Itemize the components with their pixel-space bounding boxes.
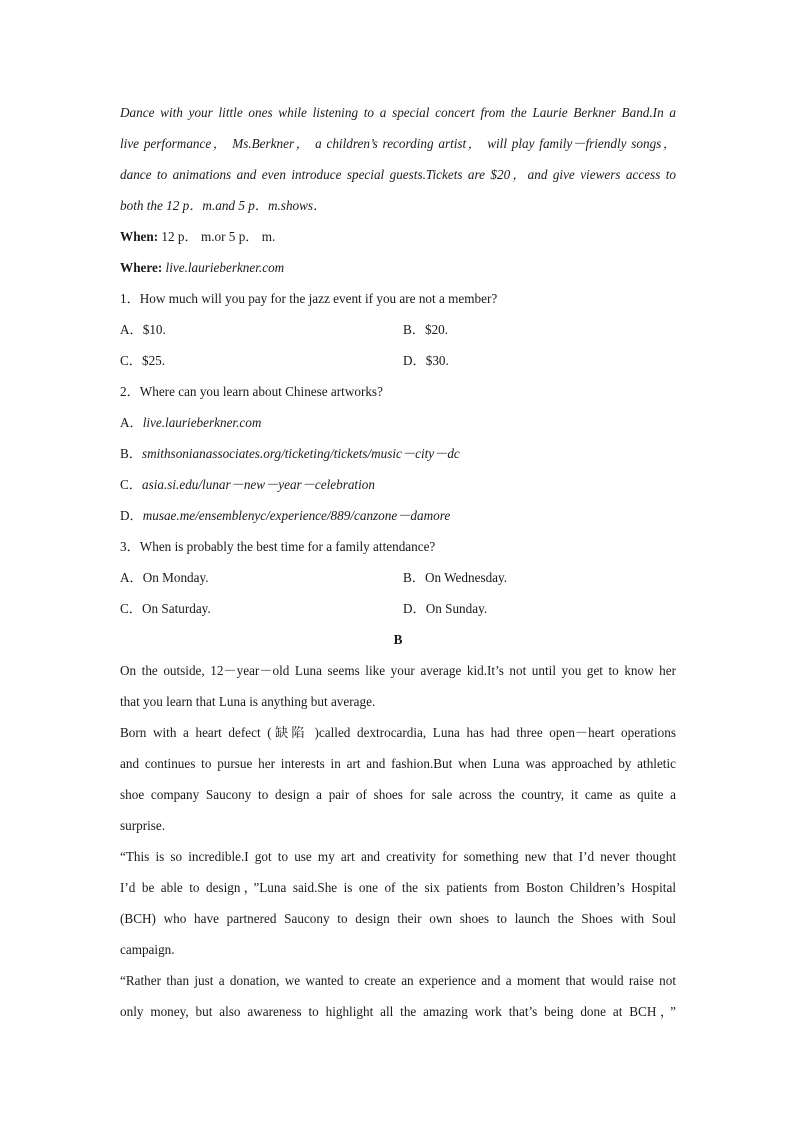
- document-page: [120, 97, 676, 1027]
- where-line: [120, 252, 676, 283]
- b-p1-line-2: that you learn that Luna is anything but average.: [120, 694, 376, 709]
- passage-a-line-4: both the 12 p．m.and 5 p．m.shows．: [120, 198, 327, 213]
- question-1-stem: 1．How much will you pay for the jazz event if you are not a member?: [120, 291, 498, 306]
- where-label: Where:: [120, 260, 163, 275]
- b-p2-line-1: Born with a heart defect (缺陷 )called dextrocardia, Luna has had three open－heart operations: [120, 725, 676, 740]
- option-3c: C．On Saturday.: [120, 601, 211, 616]
- where-value: live.laurieberkner.com: [162, 260, 285, 275]
- when-value: 12 p． m.or 5 p． m.: [158, 229, 276, 244]
- passage-a-line-2: live performance， Ms.Berkner， a children’s recording artist， will play family－friendly songs，: [120, 136, 676, 151]
- passage-a-line-1: Dance with your little ones while listening to a special concert from the Laurie Berkner Band.In a: [120, 105, 676, 120]
- b-p2-line-2: and continues to pursue her interests in art and fashion.But when Luna was approached by athletic: [120, 756, 676, 771]
- b-p3-line-2: I’d be able to design，”Luna said.She is one of the six patients from Boston Children’s Hospital: [120, 880, 676, 895]
- b-p2-line-3: shoe company Saucony to design a pair of shoes for sale across the country, it came as quite a: [120, 787, 676, 802]
- b-p4-line-1: “Rather than just a donation, we wanted to create an experience and a moment that would raise not: [120, 973, 676, 988]
- option-2a: A．live.laurieberkner.com: [120, 415, 262, 430]
- b-p1-line-1: On the outside, 12－year－old Luna seems like your average kid.It’s not until you get to know her: [120, 663, 676, 678]
- b-p3-line-4: campaign.: [120, 942, 175, 957]
- b-p4-line-2: only money, but also awareness to highlight all the amazing work that’s being done at BCH，”: [120, 1004, 676, 1019]
- b-p3-line-1: “This is so incredible.I got to use my art and creativity for something new that I’d never thought: [120, 849, 676, 864]
- when-label: When:: [120, 229, 159, 244]
- question-2-stem: 2．Where can you learn about Chinese artworks?: [120, 384, 383, 399]
- option-1b: B．$20.: [403, 322, 449, 337]
- option-3d: D．On Sunday.: [403, 601, 488, 616]
- option-2c: C．asia.si.edu/lunar－new－year－celebration: [120, 477, 375, 492]
- option-1d: D．$30.: [403, 353, 449, 368]
- question-3-options-row-1: [120, 562, 676, 593]
- question-3-options-row-2: [120, 593, 676, 624]
- option-1c: C．$25.: [120, 353, 166, 368]
- option-3b: B．On Wednesday.: [403, 570, 508, 585]
- b-p3-line-3: (BCH) who have partnered Saucony to design their own shoes to launch the Shoes with Soul: [120, 911, 676, 926]
- passage-a-line-3: dance to animations and even introduce special guests.Tickets are $20，and give viewers access to: [120, 167, 676, 182]
- section-b-heading: B: [393, 632, 403, 647]
- option-2b: B．smithsonianassociates.org/ticketing/tickets/music－city－dc: [120, 446, 460, 461]
- when-line: [120, 221, 676, 252]
- question-1-options-row-2: [120, 345, 676, 376]
- question-3-stem: 3．When is probably the best time for a family attendance?: [120, 539, 436, 554]
- question-1-options-row-1: [120, 314, 676, 345]
- b-p2-line-4: surprise.: [120, 818, 166, 833]
- option-1a: A．$10.: [120, 322, 166, 337]
- option-2d: D．musae.me/ensemblenyc/experience/889/canzone－damore: [120, 508, 451, 523]
- option-3a: A．On Monday.: [120, 570, 209, 585]
